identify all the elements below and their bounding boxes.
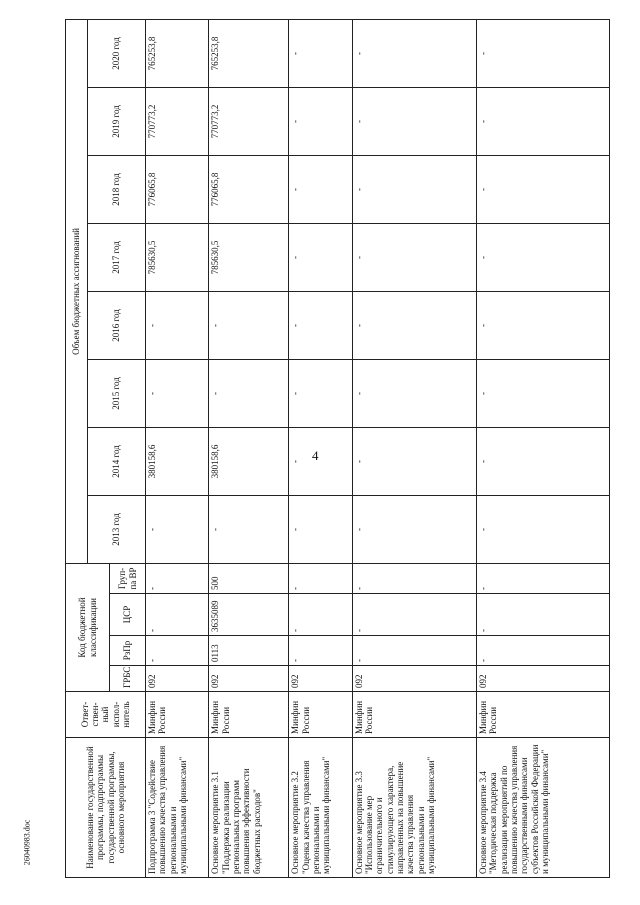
- footer-document-code: 26040983.doc: [22, 819, 32, 866]
- row-grbs: 092: [477, 666, 610, 692]
- row-vr: 500: [209, 563, 289, 593]
- header-budget-code: Код бюджетной классификации: [66, 563, 110, 691]
- row-value: -: [146, 291, 209, 359]
- row-executor: Минфин России: [477, 692, 610, 738]
- row-grbs: 092: [352, 666, 476, 692]
- page-number: 4: [312, 448, 319, 463]
- row-executor: Минфин России: [352, 692, 476, 738]
- row-name: Подпрограмма 3 "Содействие повышению качества управления региональными и муниципальными финансами": [146, 738, 209, 878]
- row-value: -: [289, 155, 352, 223]
- row-vr: -: [289, 563, 352, 593]
- row-value: -: [477, 427, 610, 495]
- row-value: 765253,8: [146, 19, 209, 87]
- row-grbs: 092: [289, 666, 352, 692]
- row-csr: -: [352, 594, 476, 636]
- header-executor: Ответ-ствен-ный испол-нитель: [66, 692, 146, 738]
- row-value: -: [352, 495, 476, 563]
- row-value: -: [209, 495, 289, 563]
- row-value: -: [289, 427, 352, 495]
- header-year: 2015 год: [88, 359, 146, 427]
- table-row: [289, 19, 352, 877]
- row-value: -: [352, 359, 476, 427]
- row-csr: -: [289, 594, 352, 636]
- row-vr: -: [146, 563, 209, 593]
- row-value: -: [352, 223, 476, 291]
- header-year: 2016 год: [88, 291, 146, 359]
- header-rzpr: РзПр: [110, 636, 146, 666]
- row-value: -: [352, 427, 476, 495]
- header-budget-volume: Объем бюджетных ассигнований: [66, 19, 88, 563]
- row-value: -: [289, 291, 352, 359]
- budget-table-rotated: [65, 20, 610, 878]
- row-name: Основное мероприятие 3.1 "Поддержка реализации региональных программ повышения эффективности бюджетных расходов": [209, 738, 289, 878]
- row-value: -: [352, 155, 476, 223]
- row-value: -: [289, 223, 352, 291]
- row-value: 380158,6: [209, 427, 289, 495]
- row-value: 785630,5: [146, 223, 209, 291]
- header-grbs: ГРБС: [110, 666, 146, 692]
- row-executor: Минфин России: [209, 692, 289, 738]
- row-value: -: [352, 19, 476, 87]
- row-value: -: [352, 291, 476, 359]
- row-rzpr: -: [289, 636, 352, 666]
- row-csr: -: [146, 594, 209, 636]
- row-value: 770773,2: [209, 87, 289, 155]
- row-value: -: [477, 155, 610, 223]
- row-name: Основное мероприятие 3.3 "Использование мер ограничительного и стимулирующего характера, направленных на повышение качества управления региональными и муниципальными финансами": [352, 738, 476, 878]
- row-name: Основное мероприятие 3.2 "Оценка качества управления региональными и муниципальными финансами": [289, 738, 352, 878]
- header-vr: Груп-па ВР: [110, 563, 146, 593]
- row-value: -: [477, 359, 610, 427]
- table-row: [209, 19, 289, 877]
- row-value: 776065,8: [209, 155, 289, 223]
- budget-table: [65, 19, 610, 878]
- row-vr: -: [477, 563, 610, 593]
- row-value: -: [352, 87, 476, 155]
- header-year: 2020 год: [88, 19, 146, 87]
- header-year: 2019 год: [88, 87, 146, 155]
- row-vr: -: [352, 563, 476, 593]
- row-executor: Минфин России: [146, 692, 209, 738]
- row-grbs: 092: [146, 666, 209, 692]
- header-year: 2014 год: [88, 427, 146, 495]
- row-value: -: [477, 291, 610, 359]
- row-value: -: [289, 359, 352, 427]
- row-grbs: 092: [209, 666, 289, 692]
- row-value: -: [289, 87, 352, 155]
- row-value: 776065,8: [146, 155, 209, 223]
- row-value: 380158,6: [146, 427, 209, 495]
- row-csr: -: [477, 594, 610, 636]
- row-value: 785630,5: [209, 223, 289, 291]
- row-value: -: [477, 87, 610, 155]
- row-value: -: [146, 359, 209, 427]
- row-value: -: [289, 19, 352, 87]
- row-value: -: [209, 359, 289, 427]
- row-executor: Минфин России: [289, 692, 352, 738]
- row-value: -: [289, 495, 352, 563]
- header-name: Наименование государственной программы, подпрограммы государственной программы, основного мероприятия: [66, 738, 146, 878]
- header-year: 2018 год: [88, 155, 146, 223]
- row-value: -: [477, 223, 610, 291]
- table-row: [477, 19, 610, 877]
- table-row: [352, 19, 476, 877]
- row-rzpr: -: [352, 636, 476, 666]
- row-value: -: [209, 291, 289, 359]
- row-rzpr: 0113: [209, 636, 289, 666]
- header-year: 2013 год: [88, 495, 146, 563]
- row-value: -: [477, 495, 610, 563]
- row-rzpr: -: [146, 636, 209, 666]
- row-csr: 3635089: [209, 594, 289, 636]
- row-name: Основное мероприятие 3.4 "Методическая поддержка реализации мероприятий по повышению качества управления государственными финансами субъектов Российской Федерации и муниципальными финансами": [477, 738, 610, 878]
- table-row: [146, 19, 209, 877]
- header-csr: ЦСР: [110, 594, 146, 636]
- row-value: -: [146, 495, 209, 563]
- row-rzpr: -: [477, 636, 610, 666]
- row-value: 770773,2: [146, 87, 209, 155]
- row-value: 765253,8: [209, 19, 289, 87]
- budget-table-container: [65, 20, 610, 878]
- header-year: 2017 год: [88, 223, 146, 291]
- row-value: -: [477, 19, 610, 87]
